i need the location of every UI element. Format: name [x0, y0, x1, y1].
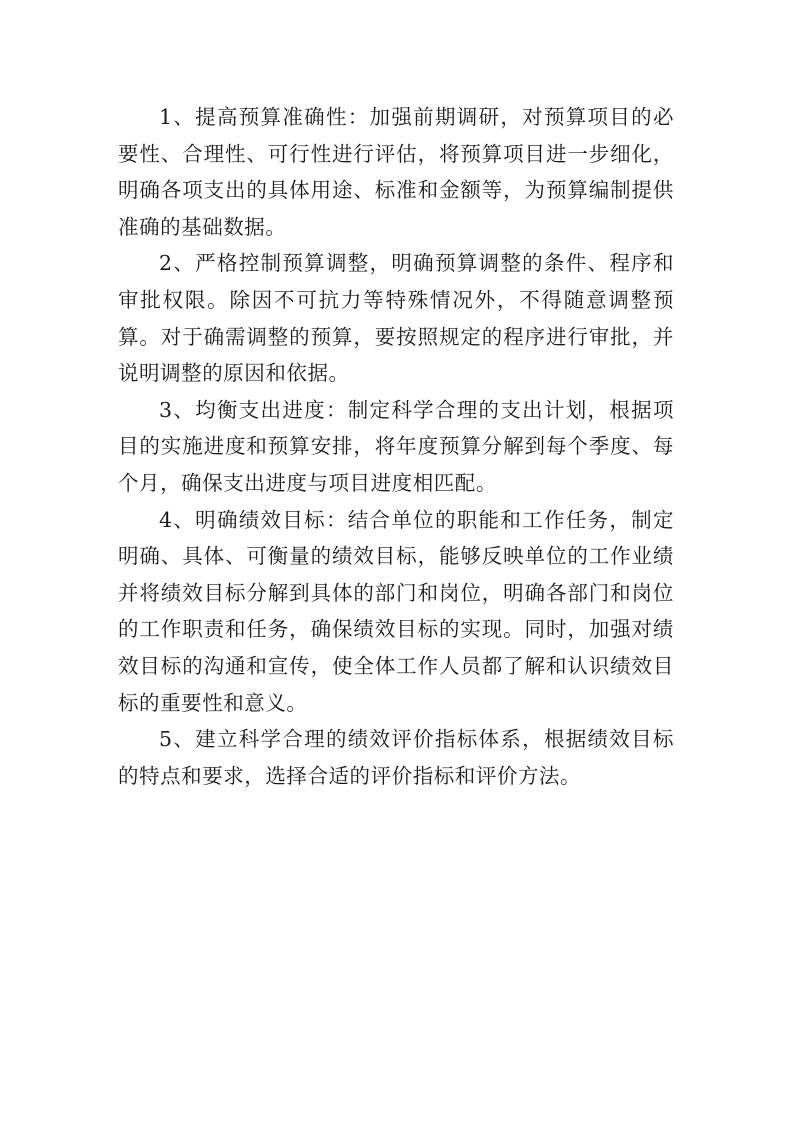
paragraph-spending-progress: 3、均衡支出进度：制定科学合理的支出计划，根据项目的实施进度和预算安排，将年度预算分解到每个季度、每个月，确保支出进度与项目进度相匹配。: [118, 397, 674, 495]
paragraph-budget-adjustment: 2、严格控制预算调整，明确预算调整的条件、程序和审批权限。除因不可抗力等特殊情况外，不得随意调整预算。对于确需调整的预算，要按照规定的程序进行审批，并说明调整的原因和依据。: [118, 251, 674, 386]
paragraph-evaluation-indicators: 5、建立科学合理的绩效评价指标体系，根据绩效目标的特点和要求，选择合适的评价指标和评价方法。: [118, 727, 674, 788]
paragraph-performance-goals: 4、明确绩效目标：结合单位的职能和工作任务，制定明确、具体、可衡量的绩效目标，能够反映单位的工作业绩并将绩效目标分解到具体的部门和岗位，明确各部门和岗位的工作职责和任务，确保绩效目标的实现。同时，加强对绩效目标的沟通和宣传，使全体工作人员都了解和认识绩效目标的重要性和意义。: [118, 507, 674, 715]
document-body: [118, 99, 674, 794]
paragraph-budget-accuracy: 1、提高预算准确性：加强前期调研，对预算项目的必要性、合理性、可行性进行评估，将预算项目进一步细化，明确各项支出的具体用途、标准和金额等，为预算编制提供准确的基础数据。: [118, 105, 674, 239]
